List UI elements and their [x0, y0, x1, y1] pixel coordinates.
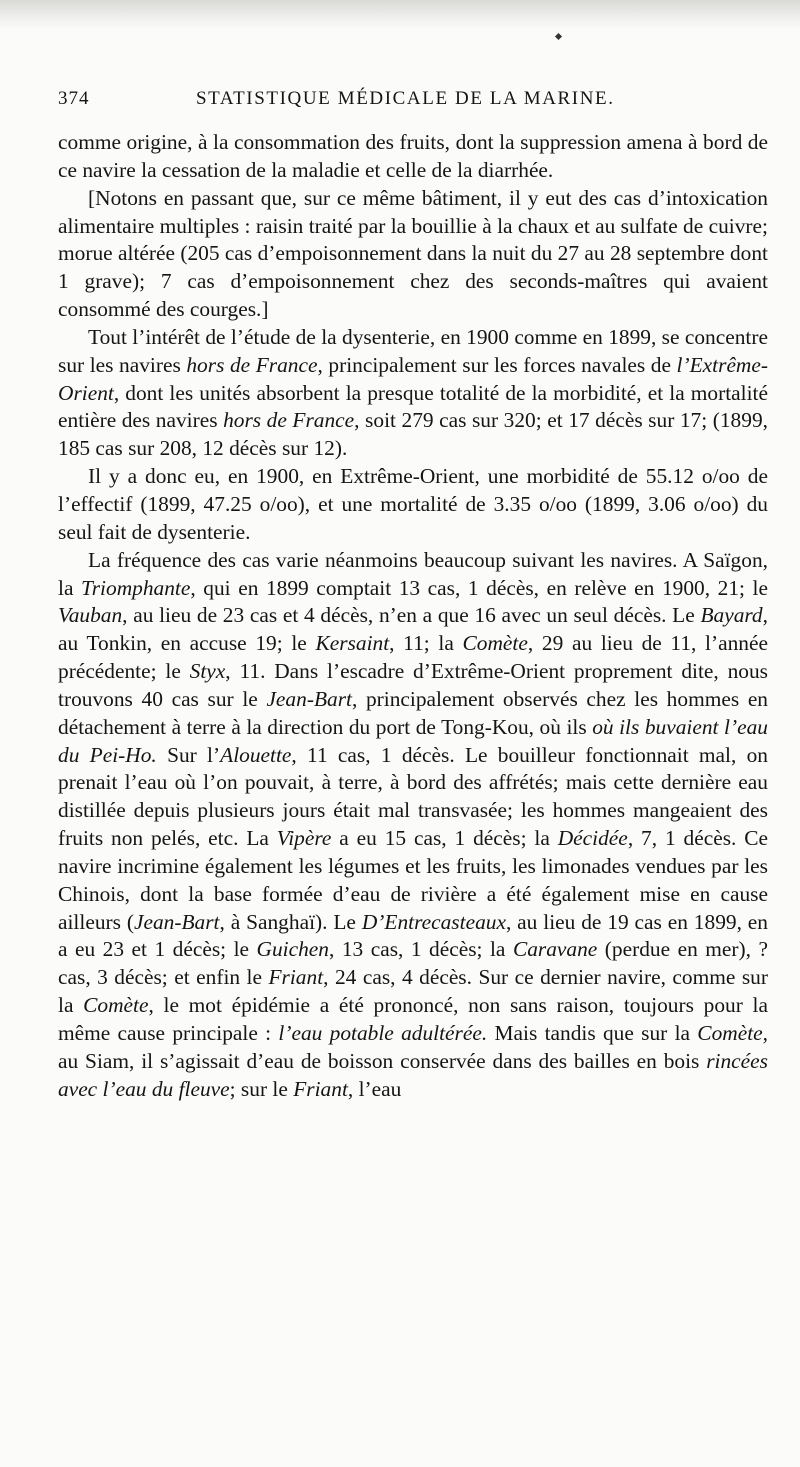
- text-segment: , au lieu de 19 cas en 1899, en a eu 23 et 1 décès; le: [58, 909, 768, 962]
- italic-text: Styx: [189, 659, 226, 684]
- italic-text: Kersaint: [315, 631, 390, 656]
- text-segment: , qui en 1899 comptait 13 cas, 1 décès, en relève en 1900, 21; le: [190, 575, 768, 600]
- text-segment: La fréquence des cas varie néanmoins beaucoup suivant les navires. A Saïgon, la: [58, 547, 768, 600]
- italic-text: Jean-Bart: [133, 909, 220, 934]
- text-segment: , l’eau: [347, 1076, 402, 1101]
- italic-text: Vipère: [276, 826, 332, 851]
- italic-text: où ils buvaient l’eau du Pei-Ho.: [58, 714, 768, 767]
- text-segment: , dont les unités absorbent la presque totalité de la morbidité, et la mortalité entière des navires: [58, 380, 768, 433]
- text-segment: , 29 au lieu de 11, l’année précédente; le: [58, 631, 768, 684]
- text-segment: , soit 279 cas sur 320; et 17 décès sur 17; (1899, 185 cas sur 208, 12 décès sur 12).: [58, 408, 768, 461]
- text-segment: Il y a donc eu, en 1900, en Extrême-Orient, une morbidité de 55.12 o/oo de l’effectif (1899, 47.25 o/oo), et une mortalité de 3.35 o/oo (1899, 3.06 o/oo) du seul fait de dysenterie.: [58, 464, 768, 544]
- italic-text: Caravane: [512, 937, 598, 962]
- italic-text: Guichen: [256, 937, 329, 962]
- italic-text: l’Extrême-Orient: [58, 352, 769, 405]
- text-segment: (perdue en mer), ? cas, 3 décès; et enfin le: [58, 937, 769, 990]
- paragraph: [58, 463, 768, 547]
- italic-text: hors de France: [223, 408, 355, 433]
- text-segment: comme origine, à la consommation des fruits, dont la suppression amena à bord de ce navire la cessation de la maladie et celle de la diarrhée.: [58, 130, 768, 182]
- scan-shadow: [0, 0, 800, 30]
- text-segment: , 11; la: [389, 631, 463, 656]
- body-text: [58, 129, 768, 1104]
- text-segment: , 11 cas, 1 décès. Le bouilleur fonctionnait mal, on prenait l’eau où l’on pouvait, à terre, à bord des affrétés; mais cette dernière eau distillée depuis plusieurs jours était mal transvasée; les hommes mangeaient des fruits non pelés, etc. La: [58, 742, 769, 851]
- italic-text: Comète: [462, 631, 528, 656]
- text-segment: , le mot épidémie a été prononcé, non sans raison, toujours pour la même cause principale :: [58, 993, 768, 1045]
- paragraph: [58, 324, 768, 463]
- paragraph: [58, 129, 768, 185]
- italic-text: Friant: [293, 1076, 348, 1101]
- text-segment: , au Siam, il s’agissait d’eau de boisson conservée dans des bailles en bois: [58, 1021, 768, 1073]
- text-segment: , au Tonkin, en accuse 19; le: [58, 603, 768, 656]
- italic-text: hors de France: [186, 352, 318, 377]
- italic-text: Comète: [697, 1021, 763, 1045]
- paragraph: [58, 547, 768, 1104]
- italic-text: Triomphante: [81, 575, 191, 600]
- text-segment: , principalement observés chez les hommes en détachement à terre à la direction du port de Tong-Kou, où ils: [58, 686, 769, 739]
- italic-text: Alouette: [220, 742, 292, 767]
- text-segment: , principalement sur les forces navales de: [317, 352, 677, 377]
- text-segment: , à Sanghaï). Le: [219, 909, 362, 934]
- italic-text: Friant: [268, 965, 324, 990]
- italic-text: D’Entrecasteaux: [361, 909, 506, 934]
- paragraph: [58, 185, 768, 324]
- running-title: STATISTIQUE MÉDICALE DE LA MARINE.: [196, 88, 615, 109]
- italic-text: Vauban: [58, 603, 123, 628]
- text-segment: Mais tandis que sur la: [487, 1021, 698, 1045]
- text-segment: , 7, 1 décès. Ce navire incrimine également les légumes et les fruits, les limonades vendues par les Chinois, dont la base formée d’eau de rivière a été également mise en cause ailleurs (: [58, 826, 769, 934]
- text-segment: , 24 cas, 4 décès. Sur ce dernier navire, comme sur la: [58, 965, 768, 1018]
- italic-text: rincées avec l’eau du fleuve: [58, 1048, 768, 1101]
- text-segment: Tout l’intérêt de l’étude de la dysenterie, en 1900 comme en 1899, se concentre sur les navires: [58, 324, 768, 377]
- text-segment: [Notons en passant que, sur ce même bâtiment, il y eut des cas d’intoxication alimentaire multiples : raisin traité par la bouillie à la chaux et au sulfate de cuivre; morue altérée (205 cas d’empoisonnement dans la nuit du 27 au 28 septembre dont 1 grave); 7 cas d’empoisonnement chez des seconds-maîtres qui avaient consommé des courges.]: [58, 185, 768, 322]
- italic-text: Comète: [83, 993, 149, 1018]
- italic-text: l’eau potable adultérée.: [278, 1021, 488, 1045]
- text-segment: a eu 15 cas, 1 décès; la: [331, 826, 558, 851]
- text-segment: , 11. Dans l’escadre d’Extrême-Orient proprement dite, nous trouvons 40 cas sur le: [58, 659, 768, 711]
- italic-text: Décidée: [557, 826, 628, 851]
- text-segment: , 13 cas, 1 décès; la: [329, 937, 513, 962]
- text-segment: ; sur le: [229, 1076, 294, 1101]
- italic-text: Jean-Bart: [266, 686, 352, 711]
- page-header: [58, 88, 770, 116]
- text-segment: , au lieu de 23 cas et 4 décès, n’en a que 16 avec un seul décès. Le: [122, 603, 701, 628]
- italic-text: Bayard: [700, 603, 763, 628]
- page-number: 374: [58, 88, 90, 109]
- text-segment: Sur l’: [156, 742, 221, 767]
- scan-speck: [555, 33, 562, 40]
